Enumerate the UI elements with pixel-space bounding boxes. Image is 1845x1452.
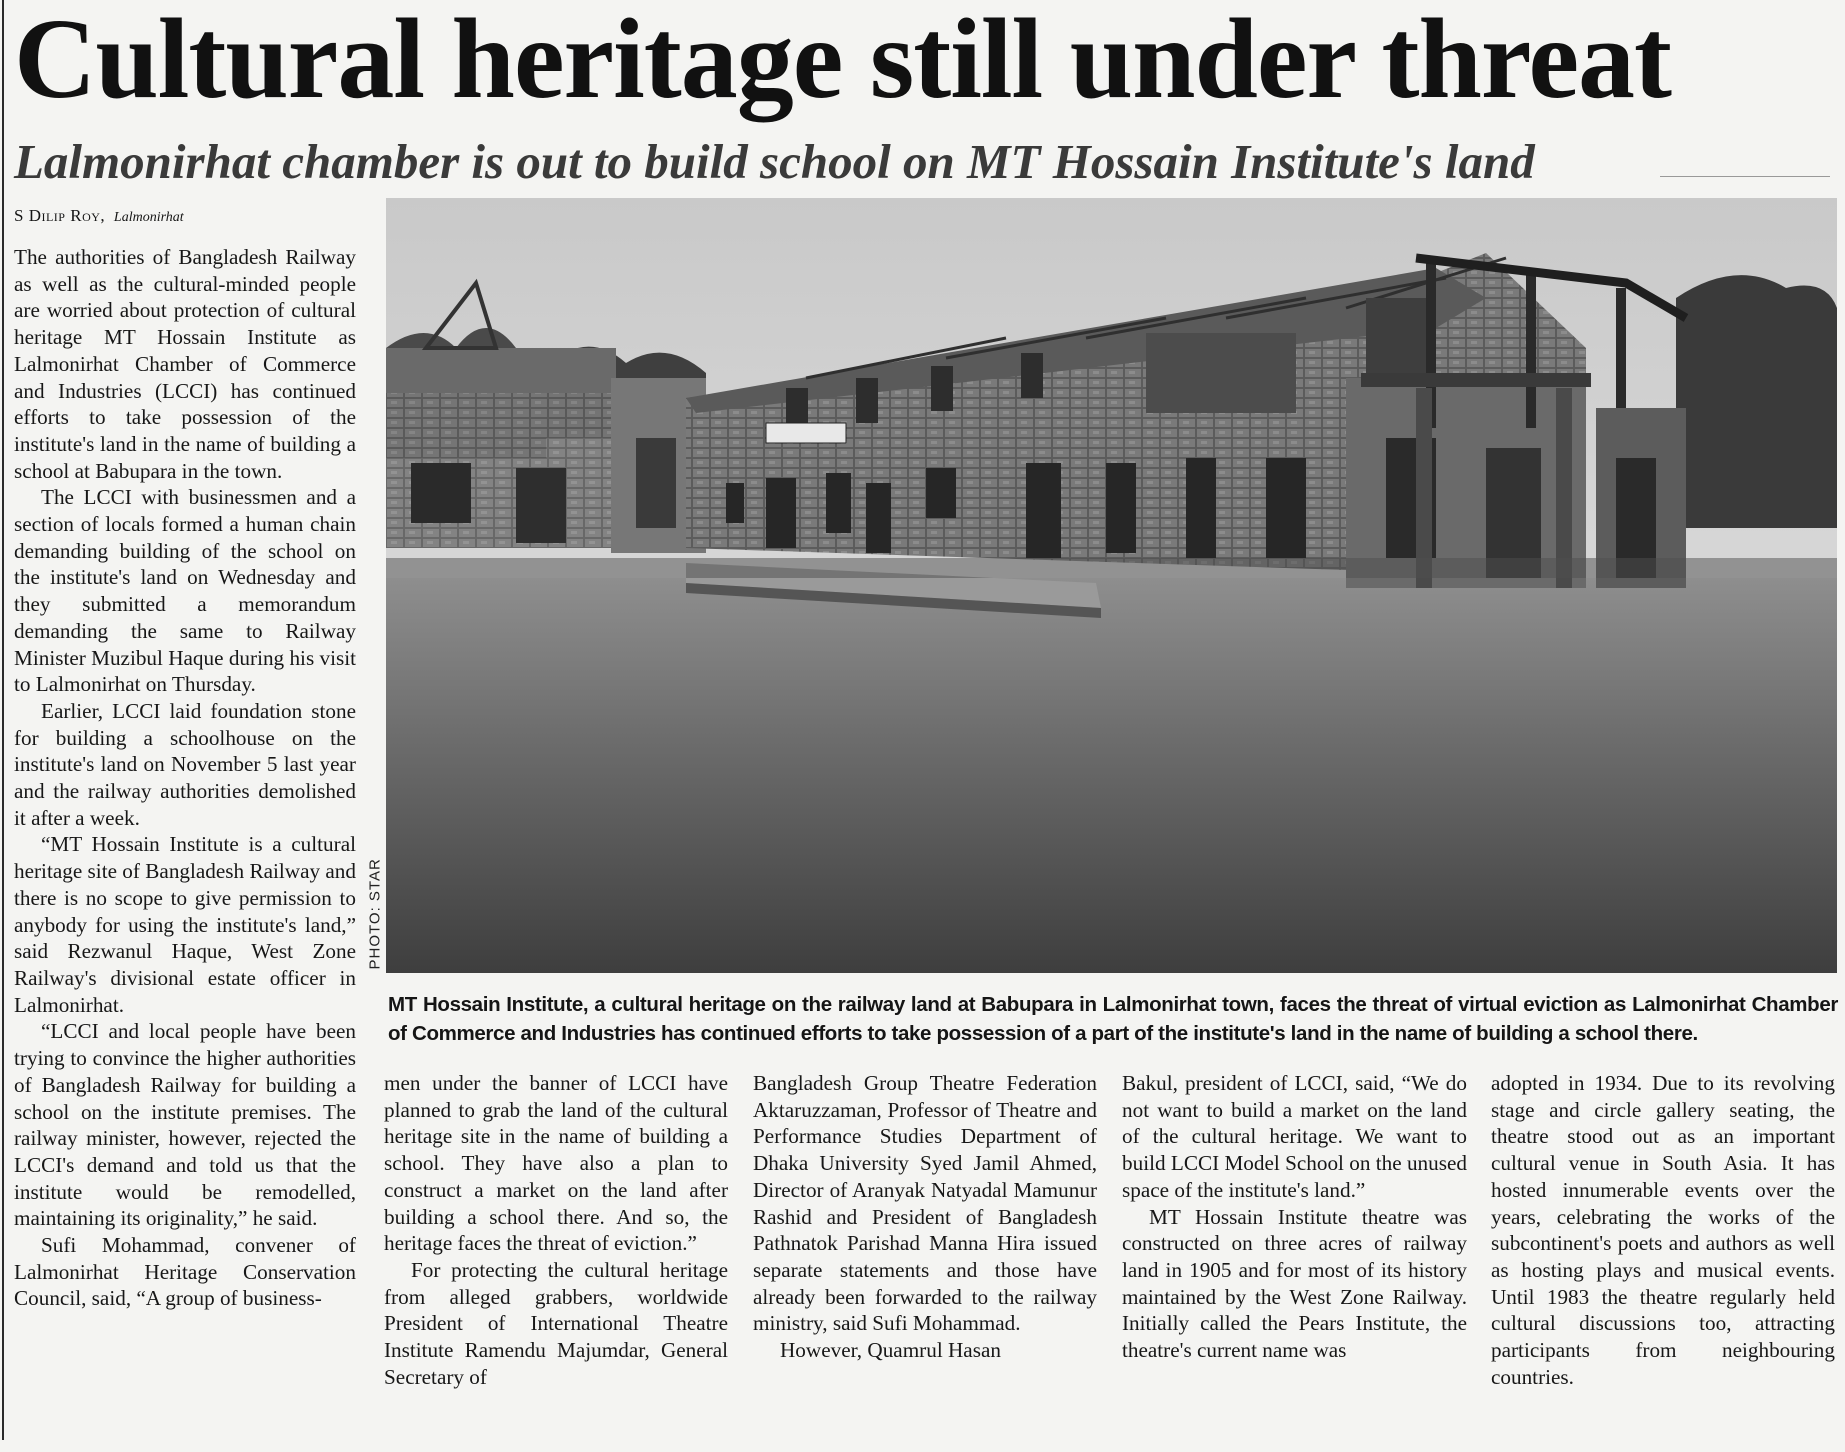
article-column-4 [1122,1070,1467,1364]
article-paragraph: MT Hossain Institute theatre was constructed on three acres of railway land in 1905 and for most of its history maintained by the West Zone Railway. Initially called the Pears Institute, the theatre's current name was [1122,1204,1467,1363]
article-paragraph: Earlier, LCCI laid foundation stone for building a schoolhouse on the institute's land on November 5 last year and the railway authorities demolished it after a week. [14,698,356,830]
article-paragraph: “MT Hossain Institute is a cultural heritage site of Bangladesh Railway and there is no scope to give permission to anybody for using the institute's land,” said Rezwanul Haque, West Zone Railway's divisional estate officer in Lalmonirhat. [14,832,356,1017]
article-column-2 [384,1070,728,1390]
byline-location: Lalmonirhat [113,210,184,225]
subheadline-rule [1660,176,1830,177]
article-paragraph: Bangladesh Group Theatre Federation Aktaruzzaman, Professor of Theatre and Performance Studies Department of Dhaka University Syed Jamil Ahmed, Director of Aranyak Natyadal Mamunur Rashid and President of Bangladesh Pathnatok Parishad Manna Hira issued separate statements and those have already been forwarded to the railway ministry, said Sufi Mohammad. [753,1071,1097,1336]
article-paragraph: However, Quamrul Hasan [780,1338,1001,1363]
article-paragraph: The authorities of Bangladesh Railway as well as the cultural-minded people are worried about protection of cultural heritage MT Hossain Institute as Lalmonirhat Chamber of Commerce and Industries (LCCI) has continued efforts to take possession of the institute's land in the name of building a school at Babupara in the town. [14,245,356,483]
ruined-building-photo [386,198,1837,973]
article-paragraph: adopted in 1934. Due to its revolving stage and circle gallery seating, the theatre stood out as an important cultural venue in South Asia. It has hosted innumerable events over the years, celebrating the works of the subcontinent's poets and authors as well as hosting plays and musical events. Until 1983 the theatre regularly held cultural discussions too, attracting participants from neighbouring countries. [1491,1071,1835,1389]
article-column-3 [753,1070,1097,1364]
subheadline: Lalmonirhat chamber is out to build school on MT Hossain Institute's land [14,134,1535,189]
article-paragraph: The LCCI with businessmen and a section of locals formed a human chain demanding building of the school on the institute's land on Wednesday and they submitted a memorandum demanding the same to Railway Minister Muzibul Haque during his visit to Lalmonirhat on Thursday. [14,485,356,697]
photo-caption: MT Hossain Institute, a cultural heritage on the railway land at Babupara in Lalmonirhat town, faces the threat of virtual eviction as Lalmonirhat Chamber of Commerce and Industries has continued efforts to take possession of a part of the institute's land in the name of building a school there. [388,993,1838,1045]
article-paragraph: “LCCI and local people have been trying to convince the higher authorities of Bangladesh Railway for building a school on the institute premises. The railway minister, however, rejected the LCCI's demand and told us that the institute would be remodelled, maintaining its originality,” he said. [14,1019,356,1231]
article-paragraph: Sufi Mohammad, convener of Lalmonirhat Heritage Conservation Council, said, “A group of business- [14,1233,356,1311]
photo-credit [366,858,384,972]
article-column-1 [14,244,356,1312]
article-paragraph: For protecting the cultural heritage from alleged grabbers, worldwide President of International Theatre Institute Ramendu Majumdar, General Secretary of [384,1257,728,1389]
article-photo [386,198,1837,973]
article-paragraph: men under the banner of LCCI have planned to grab the land of the cultural heritage site in the name of building a school. They have also a plan to construct a market on the land after building a school there. And so, the heritage faces the threat of eviction.” [384,1071,728,1256]
headline: Cultural heritage still under threat [14,0,1672,122]
photo-credit-text: PHOTO: STAR [366,858,384,970]
byline-author: S Dilip Roy, [14,206,106,225]
byline [14,206,184,228]
article-paragraph: Bakul, president of LCCI, said, “We do not want to build a market on the land of the cultural heritage. We want to build LCCI Model School on the unused space of the institute's land.” [1122,1071,1467,1202]
left-border-rule [2,0,4,1440]
article-column-5 [1491,1070,1835,1390]
